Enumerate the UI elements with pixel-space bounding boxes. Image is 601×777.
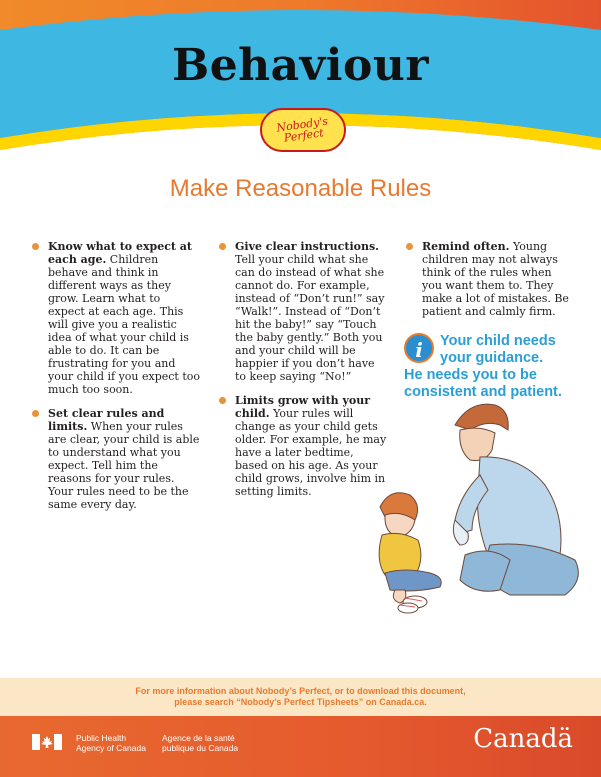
canada-wordmark: Canadä bbox=[473, 724, 573, 754]
guidance-callout bbox=[404, 333, 594, 401]
nobodys-perfect-logo bbox=[260, 108, 346, 152]
info-icon: i bbox=[404, 333, 434, 363]
agency-name-fr: Agence de la santé publique du Canada bbox=[162, 733, 239, 753]
callout-line-4: consistent and patient. bbox=[404, 384, 562, 400]
item-text: Tell your child what she can do instead of what she cannot do. For example, instead of “Don’t run!” say “Walk!”. Instead of “Don’t hit the baby!” say “Touch the baby gently.” Both you and your child will be happier if you don’t have to keep saying “No!” bbox=[235, 253, 385, 383]
bullet-icon bbox=[32, 243, 39, 250]
item-text: When your rules are clear, your child is able to understand what you expect. Tell him the reasons for your rules. Your rules need to be the same every day. bbox=[48, 420, 200, 511]
agency-name-en: Public Health Agency of Canada bbox=[76, 733, 146, 753]
list-item bbox=[404, 240, 574, 318]
footer-bar bbox=[0, 716, 601, 777]
item-heading: Remind often. bbox=[422, 240, 510, 253]
logo-text: Nobody's Perfect bbox=[275, 114, 329, 145]
callout-line-2: your guidance. bbox=[440, 350, 544, 366]
item-heading: Give clear instructions. bbox=[235, 240, 379, 253]
item-heading: Set clear rules and limits. bbox=[48, 407, 165, 433]
item-heading: Limits grow with your child. bbox=[235, 394, 371, 420]
list-item bbox=[30, 240, 200, 396]
bullet-icon bbox=[32, 410, 39, 417]
bullet-icon bbox=[219, 397, 226, 404]
list-item bbox=[30, 407, 200, 511]
parent-child-illustration bbox=[360, 395, 590, 620]
column-1 bbox=[30, 240, 200, 522]
bullet-icon bbox=[219, 243, 226, 250]
footer-info-line-1: For more information about Nobody’s Perfect, or to download this document, bbox=[135, 686, 466, 696]
item-text: Children behave and think in different ways as they grow. Learn what to expect at each age. This will give you a realistic idea of what your child is able to do. It can be frustrating for you and your child if you expect too much too soon. bbox=[48, 253, 201, 396]
list-item bbox=[217, 240, 389, 383]
item-heading: Know what to expect at each age. bbox=[48, 240, 193, 266]
callout-line-1: Your child needs bbox=[440, 333, 556, 349]
item-text: Young children may not always think of the rules when you want them to. They make a lot of mistakes. Be patient and calmly firm. bbox=[422, 240, 569, 318]
page-title: Behaviour bbox=[172, 40, 429, 91]
callout-line-3: He needs you to be bbox=[404, 367, 537, 383]
canada-flag-icon bbox=[32, 734, 62, 750]
item-text: Your rules will change as your child gets older. For example, he may have a later bedtime, based on his age. As your child grows, involve him in setting limits. bbox=[235, 407, 387, 498]
column-3 bbox=[404, 240, 574, 329]
page-subtitle: Make Reasonable Rules bbox=[169, 175, 432, 202]
bullet-icon bbox=[406, 243, 413, 250]
footer-info-line-2: please search “Nobody’s Perfect Tipsheets” on Canada.ca. bbox=[174, 697, 427, 707]
footer-info bbox=[0, 678, 601, 716]
